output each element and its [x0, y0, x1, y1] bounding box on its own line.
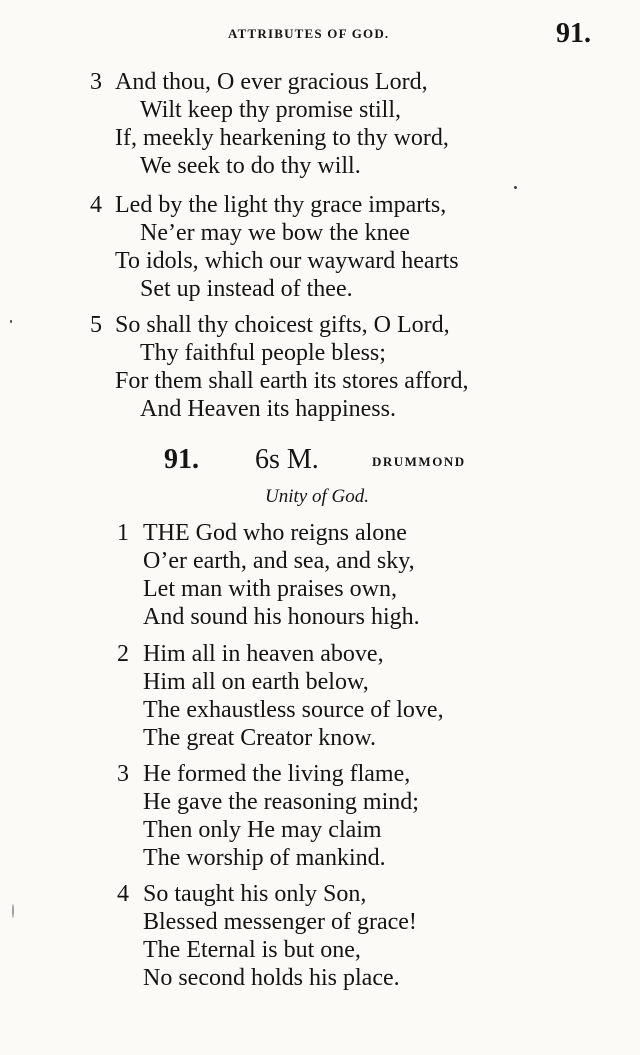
running-head: ATTRIBUTES OF GOD. [228, 26, 390, 41]
stanza-number: 4 [117, 881, 129, 907]
verse-line: Led by the light thy grace imparts, [115, 192, 447, 218]
hymn-tune: DRUMMOND [372, 454, 466, 469]
verse-line: And thou, O ever gracious Lord, [115, 69, 428, 95]
verse-line: We seek to do thy will. [140, 153, 361, 179]
verse-line: So shall thy choicest gifts, O Lord, [115, 312, 450, 338]
stanza-number: 4 [90, 192, 102, 218]
verse-line: The exhaustless source of love, [143, 697, 444, 723]
verse-line: Set up instead of thee. [140, 276, 353, 302]
stanza-number: 1 [117, 520, 129, 546]
verse-line: To idols, which our wayward hearts [115, 248, 459, 274]
scan-speck [514, 186, 517, 189]
verse-line: The great Creator know. [143, 725, 377, 751]
page-number: 91. [556, 18, 591, 49]
hymn-number: 91. [164, 444, 199, 475]
verse-line: For them shall earth its stores afford, [115, 368, 469, 394]
stanza-number: 3 [90, 69, 102, 95]
hymn-meter: 6s M. [255, 444, 319, 475]
verse-line: Thy faithful people bless; [140, 340, 386, 366]
verse-line: Let man with praises own, [143, 576, 397, 602]
verse-line: And Heaven its happiness. [140, 396, 396, 422]
verse-line: O’er earth, and sea, and sky, [143, 548, 415, 574]
verse-line: THE God who reigns alone [143, 520, 407, 546]
verse-line: Ne’er may we bow the knee [140, 220, 410, 246]
verse-line: And sound his honours high. [143, 604, 420, 630]
scan-speck [12, 904, 14, 918]
stanza-number: 2 [117, 641, 129, 667]
verse-line: Then only He may claim [143, 817, 382, 843]
page-header [0, 18, 640, 52]
stanza-number: 5 [90, 312, 102, 338]
verse-line: The Eternal is but one, [143, 937, 361, 963]
verse-line: So taught his only Son, [143, 881, 367, 907]
verse-line: The worship of mankind. [143, 845, 386, 871]
verse-line: Him all on earth below, [143, 669, 369, 695]
verse-line: Him all in heaven above, [143, 641, 384, 667]
verse-line: If, meekly hearkening to thy word, [115, 125, 449, 151]
verse-line: Wilt keep thy promise still, [140, 97, 401, 123]
stanza-number: 3 [117, 761, 129, 787]
verse-line: He formed the living flame, [143, 761, 411, 787]
scan-speck [10, 320, 12, 323]
hymn-heading [0, 444, 640, 480]
hymn-subtitle: Unity of God. [265, 486, 369, 507]
verse-line: No second holds his place. [143, 965, 400, 991]
verse-line: He gave the reasoning mind; [143, 789, 419, 815]
verse-line: Blessed messenger of grace! [143, 909, 417, 935]
